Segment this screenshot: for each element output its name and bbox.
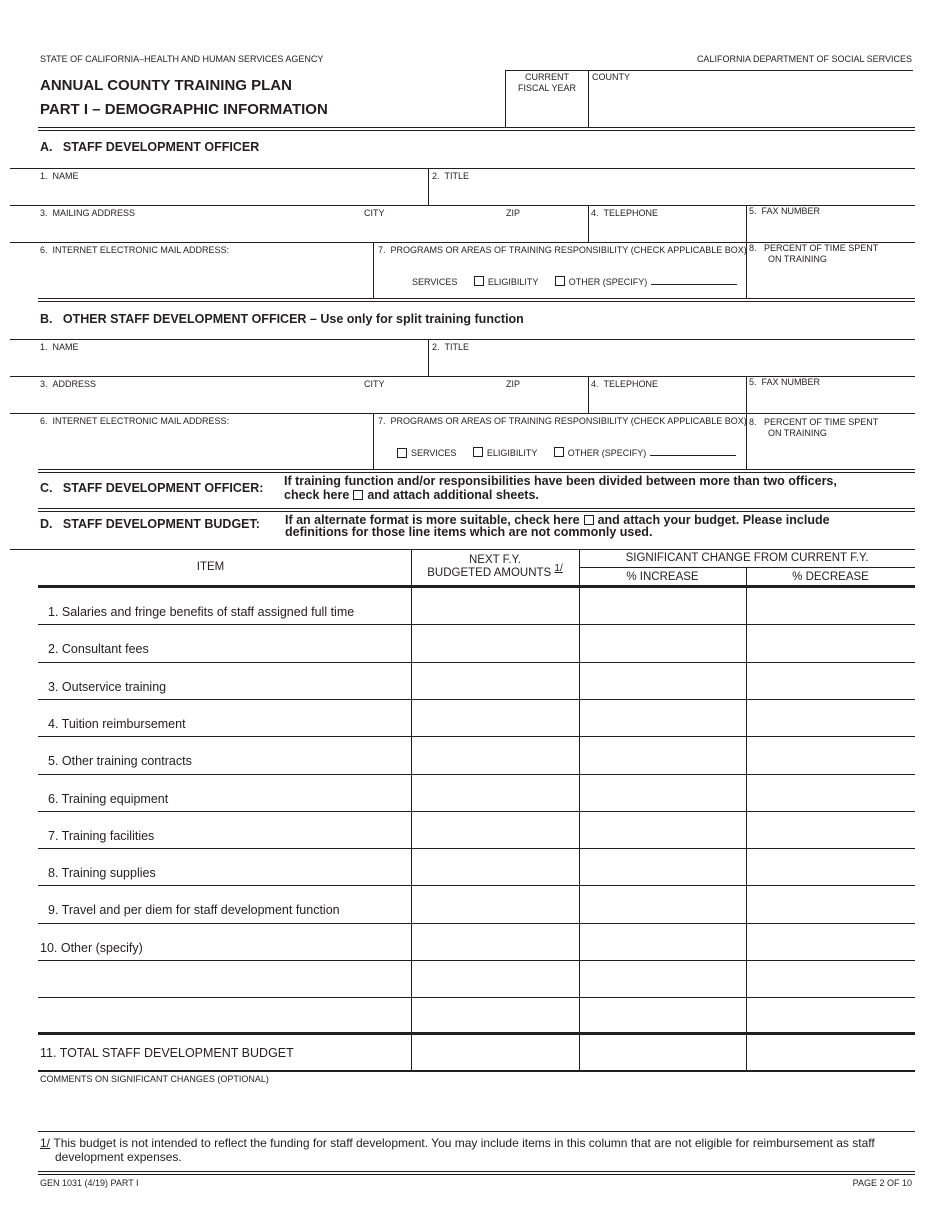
table-row-divider — [38, 736, 915, 737]
budget-item-label: 8. Training supplies — [48, 866, 156, 881]
budget-next-fy-field[interactable] — [414, 590, 576, 621]
county-field[interactable] — [592, 86, 910, 124]
budget-item-label: 2. Consultant fees — [48, 642, 149, 657]
b-programs-options — [397, 446, 736, 459]
budget-increase-field[interactable] — [582, 739, 743, 770]
b-zip-label: ZIP — [506, 379, 521, 389]
budget-decrease-field[interactable] — [749, 814, 912, 845]
total-increase-field[interactable] — [582, 1037, 743, 1069]
budget-increase-field[interactable] — [582, 888, 743, 919]
table-row-divider — [38, 885, 915, 886]
b-percent-label: 8. PERCENT OF TIME SPENT ON TRAINING — [749, 417, 879, 438]
a-title-label: 2. TITLE — [432, 171, 470, 181]
budget-decrease-field[interactable] — [749, 627, 912, 658]
b-other-label: OTHER (SPECIFY) — [567, 448, 647, 458]
form-title: ANNUAL COUNTY TRAINING PLAN — [40, 77, 292, 94]
table-row-divider — [38, 699, 915, 700]
section-c-heading: C. STAFF DEVELOPMENT OFFICER: — [40, 481, 264, 495]
a-fax-field[interactable] — [756, 219, 910, 239]
b-other-specify-field[interactable] — [650, 446, 736, 456]
a-eligibility-label: ELIGIBILITY — [487, 277, 539, 287]
b-city-label: CITY — [364, 379, 385, 389]
budget-item-label: 3. Outservice training — [48, 679, 167, 694]
budget-item-label: 4. Tuition reimbursement — [48, 716, 186, 731]
b-services-checkbox[interactable] — [397, 448, 407, 458]
b-eligibility-checkbox[interactable] — [473, 447, 483, 457]
b-telephone-field[interactable] — [598, 390, 738, 410]
budget-next-fy-field[interactable] — [414, 627, 576, 658]
table-row-divider — [38, 774, 915, 775]
section-c-checkbox[interactable] — [353, 490, 363, 500]
a-other-checkbox[interactable] — [555, 276, 565, 286]
a-fax-label: 5. FAX NUMBER — [749, 206, 821, 216]
b-title-label: 2. TITLE — [432, 342, 470, 352]
department-name: CALIFORNIA DEPARTMENT OF SOCIAL SERVICES — [696, 54, 912, 64]
b-address-field[interactable] — [60, 390, 580, 410]
budget-item-label: 7. Training facilities — [48, 828, 155, 843]
a-email-field[interactable] — [60, 258, 370, 294]
budget-increase-field[interactable] — [582, 702, 743, 733]
b-other-checkbox[interactable] — [554, 447, 564, 457]
agency-name: STATE OF CALIFORNIA–HEALTH AND HUMAN SERVICES AGENCY — [40, 54, 324, 64]
col-next-fy-header: NEXT F.Y. BUDGETED AMOUNTS 1/ — [427, 554, 563, 579]
a-zip-label: ZIP — [506, 208, 521, 218]
budget-increase-field[interactable] — [582, 627, 743, 658]
a-name-label: 1. NAME — [40, 171, 79, 181]
budget-decrease-field[interactable] — [749, 665, 912, 696]
footnote: 1/ This budget is not intended to reflect the funding for staff development. You may include items in this column that are not eligible for reimbursement as staff development expenses. — [40, 1136, 875, 1164]
budget-increase-field[interactable] — [582, 814, 743, 845]
budget-decrease-field[interactable] — [749, 1000, 912, 1031]
budget-item-label: 6. Training equipment — [48, 791, 169, 806]
table-row-divider — [38, 848, 915, 849]
form-id: GEN 1031 (4/19) PART I — [40, 1178, 139, 1188]
budget-next-fy-field[interactable] — [414, 702, 576, 733]
comments-label: COMMENTS ON SIGNIFICANT CHANGES (OPTIONAL) — [40, 1074, 269, 1084]
section-d-heading: D. STAFF DEVELOPMENT BUDGET: — [40, 517, 260, 531]
county-label: COUNTY — [592, 72, 630, 82]
col-change-header: SIGNIFICANT CHANGE FROM CURRENT F.Y. — [625, 552, 869, 564]
budget-decrease-field[interactable] — [749, 590, 912, 621]
budget-decrease-field[interactable] — [749, 851, 912, 882]
section-d-checkbox[interactable] — [584, 515, 594, 525]
b-programs-label: 7. PROGRAMS OR AREAS OF TRAINING RESPONSIBILITY (CHECK APPLICABLE BOX) — [378, 416, 747, 426]
budget-next-fy-field[interactable] — [414, 814, 576, 845]
total-next-fy-field[interactable] — [414, 1037, 576, 1069]
col-decrease-header: % DECREASE — [792, 571, 869, 583]
b-name-label: 1. NAME — [40, 342, 79, 352]
col-item-header: ITEM — [196, 561, 225, 573]
budget-decrease-field[interactable] — [749, 888, 912, 919]
b-telephone-label: 4. TELEPHONE — [591, 379, 659, 389]
a-other-label: OTHER (SPECIFY) — [568, 277, 648, 287]
budget-next-fy-field[interactable] — [414, 777, 576, 808]
budget-item-label: 9. Travel and per diem for staff development function — [48, 903, 340, 918]
total-decrease-field[interactable] — [749, 1037, 912, 1069]
page-number: PAGE 2 OF 10 — [852, 1178, 912, 1188]
b-title-field[interactable] — [440, 353, 910, 373]
b-fax-field[interactable] — [756, 390, 910, 410]
a-percent-label: 8. PERCENT OF TIME SPENT ON TRAINING — [749, 243, 879, 264]
a-name-field[interactable] — [60, 182, 420, 202]
b-eligibility-label: ELIGIBILITY — [486, 448, 538, 458]
a-address-field[interactable] — [60, 219, 580, 239]
a-title-field[interactable] — [440, 182, 910, 202]
budget-next-fy-field[interactable] — [414, 926, 576, 957]
a-address-label: 3. MAILING ADDRESS — [40, 208, 136, 218]
table-row-divider — [38, 960, 915, 961]
budget-item-specify-field[interactable] — [42, 1000, 408, 1031]
budget-increase-field[interactable] — [582, 665, 743, 696]
budget-increase-field[interactable] — [582, 590, 743, 621]
fiscal-year-field[interactable] — [506, 96, 586, 124]
section-c-instructions: If training function and/or responsibilities have been divided between more than two officers, check here and attach additional sheets. — [284, 474, 837, 502]
budget-next-fy-field[interactable] — [414, 963, 576, 994]
budget-next-fy-field[interactable] — [414, 1000, 576, 1031]
budget-item-label: 1. Salaries and fringe benefits of staff assigned full time — [48, 605, 355, 619]
budget-increase-field[interactable] — [582, 926, 743, 957]
table-row-divider — [38, 923, 915, 924]
budget-item-label: 5. Other training contracts — [48, 754, 192, 769]
budget-decrease-field[interactable] — [749, 963, 912, 994]
budget-decrease-field[interactable] — [749, 702, 912, 733]
budget-decrease-field[interactable] — [749, 777, 912, 808]
a-services-label: SERVICES — [412, 277, 458, 287]
fiscal-year-label: CURRENT FISCAL YEAR — [517, 72, 577, 93]
table-row-divider — [38, 811, 915, 812]
a-programs-options — [412, 275, 737, 288]
a-eligibility-checkbox[interactable] — [474, 276, 484, 286]
b-address-label: 3. ADDRESS — [40, 379, 97, 389]
a-email-label: 6. INTERNET ELECTRONIC MAIL ADDRESS: — [40, 245, 230, 255]
b-email-label: 6. INTERNET ELECTRONIC MAIL ADDRESS: — [40, 416, 230, 426]
table-row-divider — [38, 624, 915, 625]
budget-next-fy-field[interactable] — [414, 888, 576, 919]
a-city-label: CITY — [364, 208, 385, 218]
a-telephone-label: 4. TELEPHONE — [591, 208, 659, 218]
a-programs-label: 7. PROGRAMS OR AREAS OF TRAINING RESPONSIBILITY (CHECK APPLICABLE BOX) — [378, 245, 747, 255]
b-name-field[interactable] — [60, 353, 420, 373]
b-fax-label: 5. FAX NUMBER — [749, 377, 821, 387]
table-row-divider — [38, 997, 915, 998]
comments-field[interactable] — [40, 1088, 912, 1128]
budget-next-fy-field[interactable] — [414, 665, 576, 696]
budget-decrease-field[interactable] — [749, 739, 912, 770]
budget-next-fy-field[interactable] — [414, 739, 576, 770]
form-subtitle: PART I – DEMOGRAPHIC INFORMATION — [40, 101, 328, 118]
col-increase-header: % INCREASE — [626, 571, 699, 583]
total-budget-label: 11. TOTAL STAFF DEVELOPMENT BUDGET — [40, 1046, 294, 1060]
section-d-instructions: If an alternate format is more suitable, check here and attach your budget. Please include definitions for those line items which are not commonly used. — [285, 513, 830, 539]
budget-increase-field[interactable] — [582, 1000, 743, 1031]
budget-item-label: 10. Other (specify) — [40, 940, 143, 955]
table-row-divider — [38, 662, 915, 663]
a-other-specify-field[interactable] — [651, 275, 737, 285]
a-telephone-field[interactable] — [598, 219, 738, 239]
section-b-heading: B. OTHER STAFF DEVELOPMENT OFFICER – Use only for split training function — [40, 312, 524, 326]
budget-increase-field[interactable] — [582, 777, 743, 808]
b-email-field[interactable] — [60, 429, 370, 465]
b-percent-field[interactable] — [756, 442, 910, 466]
budget-item-specify-field[interactable] — [42, 963, 408, 994]
a-percent-field[interactable] — [756, 268, 910, 294]
budget-increase-field[interactable] — [582, 851, 743, 882]
budget-next-fy-field[interactable] — [414, 851, 576, 882]
b-services-label: SERVICES — [411, 448, 457, 458]
budget-decrease-field[interactable] — [749, 926, 912, 957]
budget-increase-field[interactable] — [582, 963, 743, 994]
section-a-heading: A. STAFF DEVELOPMENT OFFICER — [40, 140, 260, 154]
